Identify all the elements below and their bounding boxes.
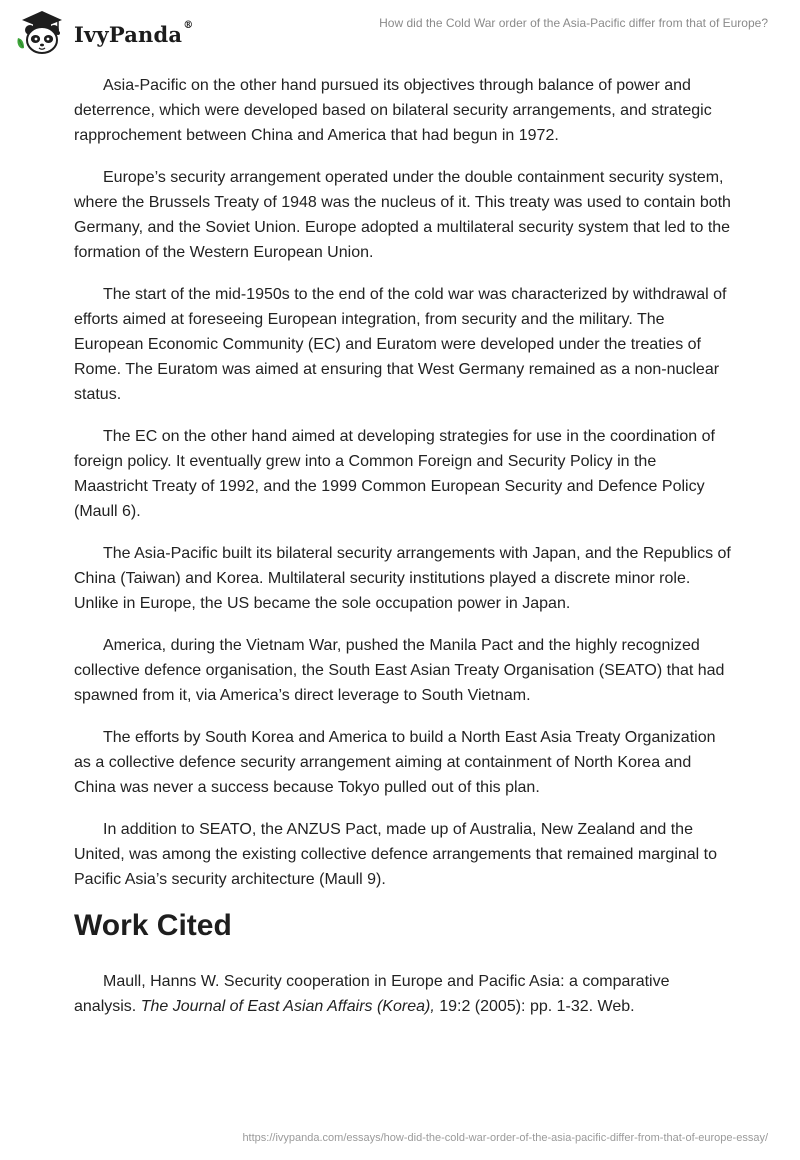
brand-logo[interactable] [14, 8, 193, 56]
paragraph: The Asia-Pacific built its bilateral security arrangements with Japan, and the Republics of China (Taiwan) and Korea. Multilateral security institutions played a discrete minor role. Unlike in Europe, the US became the sole occupation power in Japan. [74, 545, 731, 612]
paragraph: The start of the mid-1950s to the end of the cold war was characterized by withdrawal of efforts aimed at foreseeing European integration, from security and the military. The European Economic Community (EC) and Euratom were developed under the treaties of Rome. The Euratom was aimed at ensuring that West Germany remained as a non-nuclear status. [74, 286, 727, 403]
paragraph: Europe’s security arrangement operated under the double containment security system, where the Brussels Treaty of 1948 was the nucleus of it. This treaty was used to contain both Germany, and the Soviet Union. Europe adopted a multilateral security system that led to the formation of the Western European Union. [74, 169, 731, 261]
paragraph: America, during the Vietnam War, pushed the Manila Pact and the highly recognized collective defence organisation, the South East Asian Treaty Organisation (SEATO) that had spawned from it, via America’s direct leverage to South Vietnam. [74, 637, 725, 704]
citation-details: 19:2 (2005): pp. 1-32. Web. [434, 998, 635, 1015]
citation-entry [74, 969, 734, 1019]
paragraph: In addition to SEATO, the ANZUS Pact, made up of Australia, New Zealand and the United, was among the existing collective defence arrangements that remained marginal to Pacific Asia’s security architecture (Maull 9). [74, 821, 718, 888]
works-cited-heading: Work Cited [74, 909, 232, 942]
citation-journal: The Journal of East Asian Affairs (Korea), [140, 998, 435, 1015]
paragraph: The EC on the other hand aimed at developing strategies for use in the coordination of foreign policy. It eventually grew into a Common Foreign and Security Policy in the Maastricht Treaty of 1992, and the 1999 Common European Security and Defence Policy (Maull 6). [74, 428, 715, 520]
essay-body [74, 73, 734, 1036]
panda-graduate-icon [14, 8, 70, 56]
paragraph: The efforts by South Korea and America to build a North East Asia Treaty Organization as a collective defence security arrangement aiming at containment of North Korea and China was never a success because Tokyo pulled out of this plan. [74, 729, 716, 796]
page-header [0, 0, 800, 60]
brand-name: IvyPanda® [74, 19, 194, 47]
source-url[interactable]: https://ivypanda.com/essays/how-did-the-cold-war-order-of-the-asia-pacific-differ-from-that-of-europe-essay/ [242, 1132, 768, 1144]
paragraph: Asia-Pacific on the other hand pursued its objectives through balance of power and deterrence, which were developed based on bilateral security arrangements, and strategic rapprochement between China and America that had begun in 1972. [74, 77, 712, 144]
registered-mark: ® [183, 19, 194, 31]
document-title: How did the Cold War order of the Asia-Pacific differ from that of Europe? [379, 16, 768, 30]
citation-author-title: Maull, Hanns W. Security cooperation in Europe and Pacific Asia: a comparative analysis. [74, 973, 670, 1015]
